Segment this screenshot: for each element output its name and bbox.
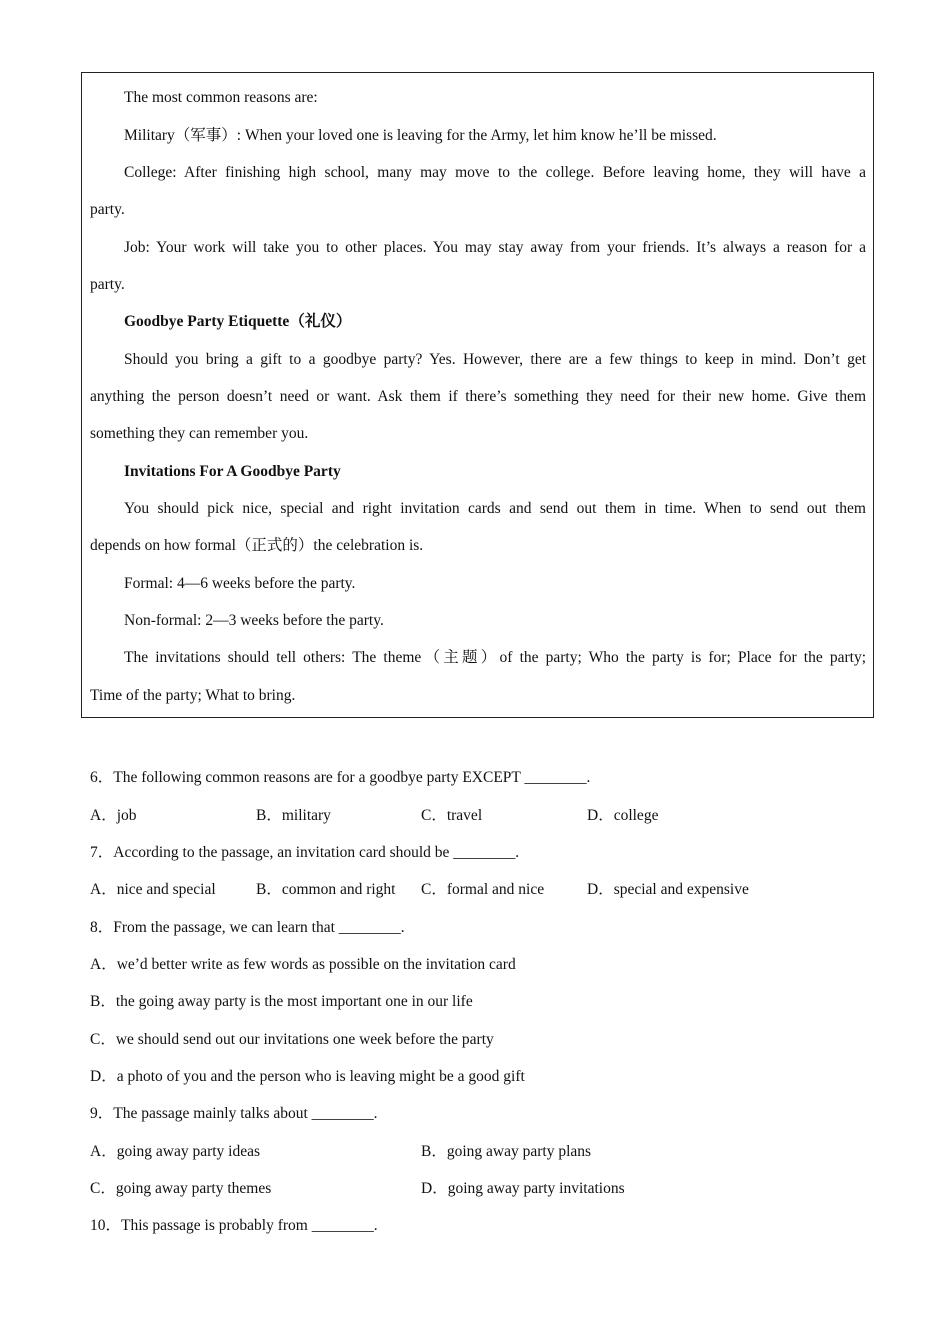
question-8-option-b: B．the going away party is the most important one in our life — [90, 993, 473, 1010]
etiquette-heading: Goodbye Party Etiquette（礼仪） — [124, 313, 352, 330]
question-9-option-a: A．going away party ideas — [90, 1143, 261, 1160]
question-8-stem: 8．From the passage, we can learn that ________. — [90, 919, 405, 936]
question-10-stem: 10．This passage is probably from ________. — [90, 1217, 378, 1234]
question-9-option-c: C．going away party themes — [90, 1180, 272, 1197]
question-6-option-c: C．travel — [421, 807, 483, 824]
question-7-option-a: A．nice and special — [90, 881, 216, 898]
question-6-stem: 6．The following common reasons are for a goodbye party EXCEPT ________. — [90, 769, 591, 786]
etiquette-line1: Should you bring a gift to a goodbye party? Yes. However, there are a few things to keep in mind. Don’t get — [124, 351, 866, 368]
passage-college-line2: party. — [90, 201, 125, 218]
etiquette-line3: something they can remember you. — [90, 425, 309, 442]
question-7-option-c: C．formal and nice — [421, 881, 545, 898]
formal-timing: Formal: 4—6 weeks before the party. — [124, 575, 356, 592]
invitations-line1: You should pick nice, special and right invitation cards and send out them in time. When to send out them — [124, 500, 866, 517]
question-6-option-b: B．military — [256, 807, 331, 824]
question-9-option-d: D．going away party invitations — [421, 1180, 625, 1197]
question-7-stem: 7．According to the passage, an invitation card should be ________. — [90, 844, 520, 861]
question-7-option-d: D．special and expensive — [587, 881, 749, 898]
passage-military: Military（军事）: When your loved one is leaving for the Army, let him know he’ll be missed. — [124, 127, 717, 144]
nonformal-timing: Non-formal: 2—3 weeks before the party. — [124, 612, 384, 629]
question-9-stem: 9．The passage mainly talks about ________. — [90, 1105, 378, 1122]
invitations-heading: Invitations For A Goodbye Party — [124, 463, 341, 480]
question-9-option-b: B．going away party plans — [421, 1143, 592, 1160]
tell-line2: Time of the party; What to bring. — [90, 687, 296, 704]
passage-job-line1: Job: Your work will take you to other places. You may stay away from your friends. It’s always a reason for a — [124, 239, 866, 256]
question-6-option-a: A．job — [90, 807, 137, 824]
invitations-line2: depends on how formal（正式的）the celebration is. — [90, 537, 424, 554]
question-7-option-b: B．common and right — [256, 881, 396, 898]
question-8-option-c: C．we should send out our invitations one week before the party — [90, 1031, 494, 1048]
question-8-option-d: D．a photo of you and the person who is leaving might be a good gift — [90, 1068, 525, 1085]
etiquette-line2: anything the person doesn’t need or want. Ask them if there’s something they need for their new home. Give them — [90, 388, 866, 405]
passage-college-line1: College: After finishing high school, many may move to the college. Before leaving home, they will have a — [124, 164, 866, 181]
passage-job-line2: party. — [90, 276, 125, 293]
question-6-option-d: D．college — [587, 807, 659, 824]
passage-intro: The most common reasons are: — [124, 89, 318, 106]
question-8-option-a: A．we’d better write as few words as possible on the invitation card — [90, 956, 516, 973]
tell-line1: The invitations should tell others: The theme（主题）of the party; Who the party is for; Place for the party; — [124, 649, 866, 666]
